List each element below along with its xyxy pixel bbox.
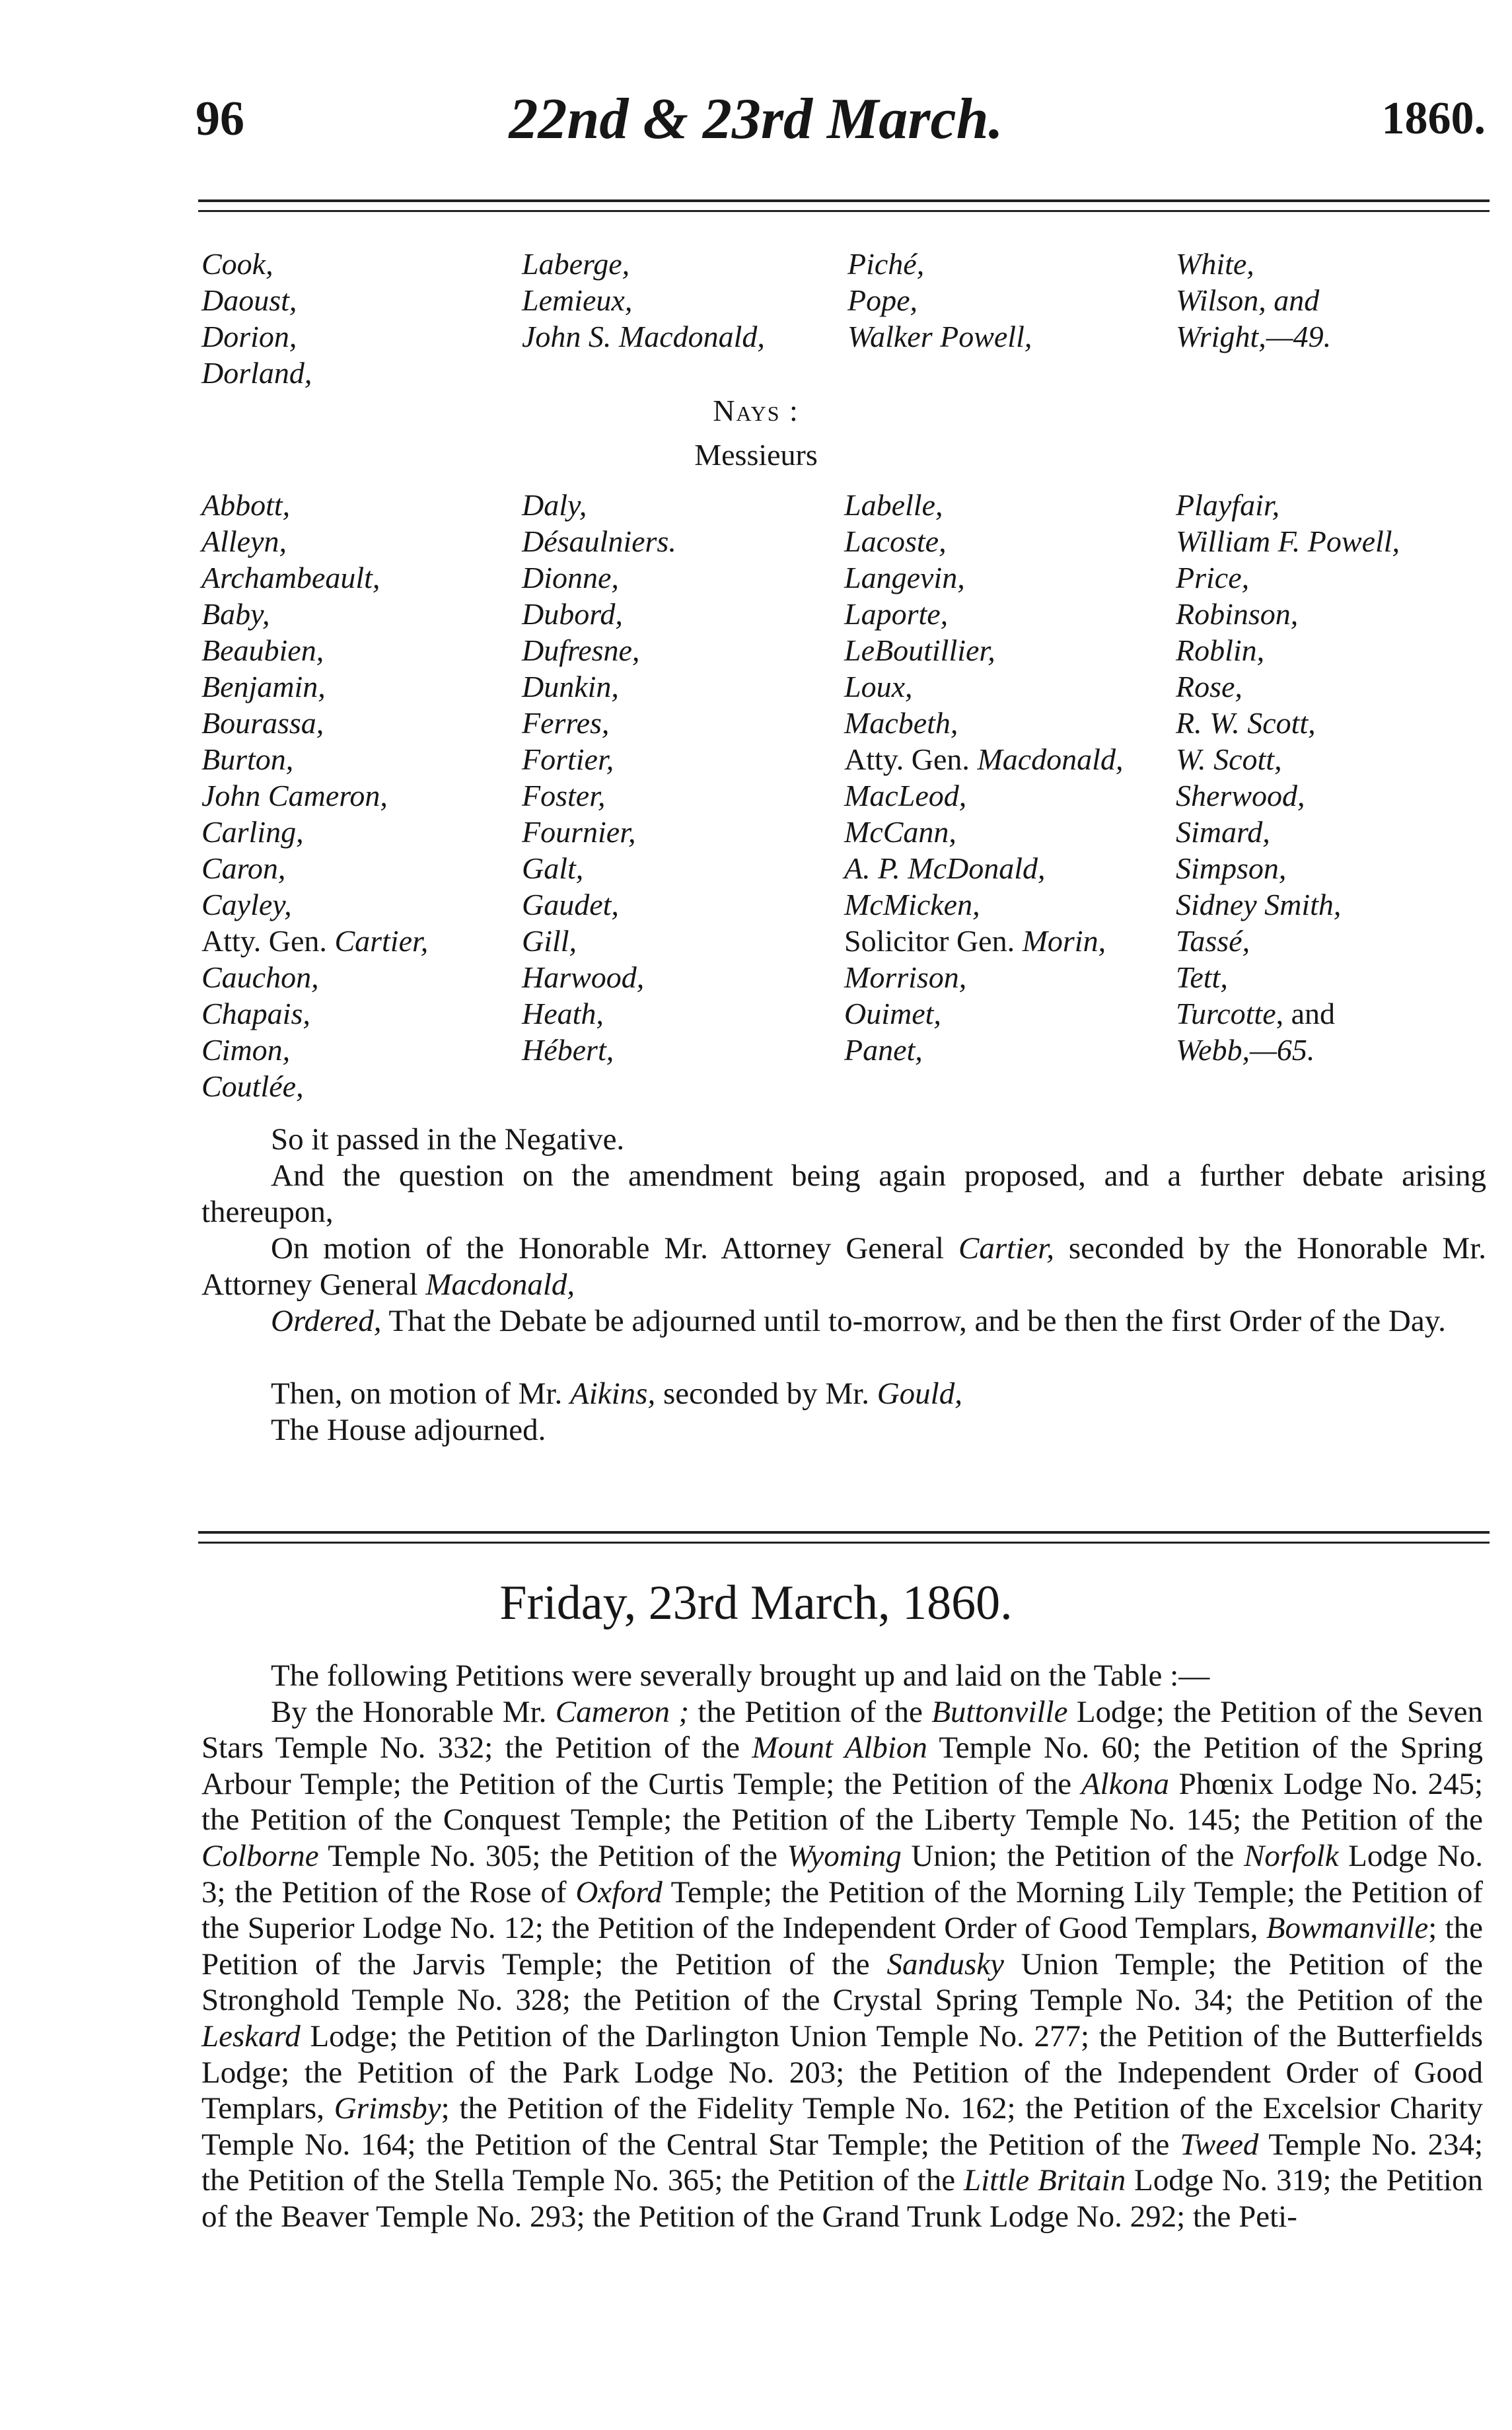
- nays-column-4: [1176, 487, 1400, 1068]
- member-name: Turcotte, and: [1176, 997, 1336, 1030]
- member-name: Daly,: [522, 488, 587, 522]
- yeas-column-2: [522, 246, 765, 355]
- member-name: John Cameron,: [201, 779, 388, 812]
- section-rule: [198, 1531, 1490, 1544]
- member-name: Carling,: [201, 815, 304, 849]
- petitions-body: By the Honorable Mr. Cameron ; the Petition of the Buttonville Lodge; the Petition of the Seven Stars Temple No. 332; the Petition of the Mount Albion Temple No. 60; the Petition of the Spring Arbour Temple; the Petition of the Curtis Temple; the Petition of the Alkona Phœnix Lodge No. 245; the Petition of the Conquest Temple; the Petition of the Liberty Temple No. 145; the Petition of the Colborne Temple No. 305; the Petition of the Wyoming Union; the Petition of the Norfolk Lodge No. 3; the Petition of the Rose of Oxford Temple; the Petition of the Morning Lily Temple; the Petition of the Superior Lodge No. 12; the Petition of the Independent Order of Good Templars, Bowmanville; the Petition of the Jarvis Temple; the Petition of the Sandusky Union Temple; the Petition of the Stronghold Temple No. 328; the Petition of the Crystal Spring Temple No. 34; the Petition of the Leskard Lodge; the Petition of the Darlington Union Temple No. 277; the Petition of the Butterfields Lodge; the Petition of the Park Lodge No. 203; the Petition of the Independent Order of Good Templars, Grimsby; the Petition of the Fidelity Temple No. 162; the Petition of the Excelsior Charity Temple No. 164; the Petition of the Central Star Temple; the Petition of the Tweed Temple No. 234; the Petition of the Stella Temple No. 365; the Petition of the Little Britain Lodge No. 319; the Petition of the Beaver Temple No. 293; the Petition of the Grand Trunk Lodge No. 292; the Peti-: [201, 1694, 1484, 2234]
- passed-negative: So it passed in the Negative.: [271, 1122, 625, 1157]
- nays-column-2: [522, 487, 676, 1068]
- member-name: Cauchon,: [201, 960, 319, 994]
- member-name: Solicitor Gen. Morin,: [844, 924, 1106, 958]
- member-name: A. P. McDonald,: [844, 851, 1046, 885]
- member-name: Tassé,: [1176, 924, 1250, 958]
- nays-column-3: [844, 487, 1123, 1068]
- motion-adjourn-debate: On motion of the Honorable Mr. Attorney General Cartier, seconded by the Honorable Mr. Attorney General Macdonald,: [201, 1231, 1487, 1302]
- member-name: Labelle,: [844, 488, 943, 522]
- member-name: Dubord,: [522, 597, 623, 631]
- member-name: Macbeth,: [844, 706, 958, 740]
- member-name: W. Scott,: [1176, 742, 1282, 776]
- member-name: Cimon,: [201, 1033, 291, 1067]
- member-name: Dionne,: [522, 561, 619, 594]
- member-name: Langevin,: [844, 561, 965, 594]
- member-name: Archambeault,: [201, 561, 380, 594]
- member-name: Désaulniers.: [522, 524, 676, 558]
- member-name: Benjamin,: [201, 670, 326, 703]
- proceedings-text: [201, 1122, 1486, 1448]
- member-name: Webb,—65.: [1176, 1033, 1315, 1067]
- house-adjourned: The House adjourned.: [271, 1413, 546, 1447]
- member-name: Beaubien,: [201, 633, 324, 667]
- member-name: Bourassa,: [201, 706, 324, 740]
- member-name: Chapais,: [201, 997, 310, 1030]
- member-name: Laporte,: [844, 597, 949, 631]
- messieurs-heading: Messieurs: [694, 438, 818, 472]
- member-name: Laberge,: [522, 247, 630, 281]
- member-name: Dunkin,: [522, 670, 619, 703]
- petitions-text: [201, 1658, 1483, 2235]
- member-name: Atty. Gen. Cartier,: [201, 924, 429, 958]
- member-name: Pope,: [847, 283, 918, 317]
- header-year: 1860.: [1381, 93, 1486, 144]
- member-name: Coutlée,: [201, 1069, 304, 1103]
- member-name: Baby,: [201, 597, 270, 631]
- member-name: Loux,: [844, 670, 913, 703]
- member-name: MacLeod,: [844, 779, 967, 812]
- member-name: R. W. Scott,: [1176, 706, 1316, 740]
- member-name: McMicken,: [844, 888, 980, 921]
- page-number: 96: [196, 92, 244, 146]
- section-title: Friday, 23rd March, 1860.: [499, 1576, 1013, 1630]
- member-name: Fournier,: [522, 815, 636, 849]
- nays-heading: Nays :: [713, 394, 799, 427]
- header-rule: [198, 199, 1490, 212]
- question-amendment: And the question on the amendment being again proposed, and a further debate arising thereupon,: [201, 1159, 1486, 1229]
- member-name: Walker Powell,: [847, 320, 1032, 353]
- member-name: Heath,: [522, 997, 604, 1030]
- member-name: Wilson, and: [1176, 283, 1320, 317]
- member-name: Burton,: [201, 742, 294, 776]
- member-name: Rose,: [1176, 670, 1242, 703]
- member-name: Piché,: [847, 247, 925, 281]
- running-header: [0, 86, 1512, 159]
- member-name: Ferres,: [522, 706, 610, 740]
- member-name: LeBoutillier,: [844, 633, 995, 667]
- petitions-intro: The following Petitions were severally brought up and laid on the Table :—: [271, 1659, 1210, 1693]
- member-name: Simard,: [1176, 815, 1270, 849]
- member-name: Lemieux,: [522, 283, 633, 317]
- motion-house-adjourn: Then, on motion of Mr. Aikins, seconded by Mr. Gould,: [271, 1376, 962, 1411]
- member-name: Atty. Gen. Macdonald,: [844, 742, 1124, 776]
- yeas-column-3: [847, 246, 1032, 355]
- member-name: Panet,: [844, 1033, 923, 1067]
- member-name: Harwood,: [522, 960, 645, 994]
- member-name: Alleyn,: [201, 524, 287, 558]
- member-name: Wright,—49.: [1176, 320, 1332, 353]
- ordered-paragraph: Ordered, That the Debate be adjourned until to-morrow, and be then the first Order of the Day.: [271, 1304, 1446, 1338]
- yeas-column-1: [201, 246, 312, 391]
- yeas-column-4: [1176, 246, 1331, 355]
- member-name: Tett,: [1176, 960, 1228, 994]
- member-name: Gaudet,: [522, 888, 619, 921]
- member-name: Robinson,: [1176, 597, 1299, 631]
- member-name: Sidney Smith,: [1176, 888, 1342, 921]
- member-name: Caron,: [201, 851, 286, 885]
- member-name: Lacoste,: [844, 524, 947, 558]
- member-name: Ouimet,: [844, 997, 941, 1030]
- member-name: John S. Macdonald,: [522, 320, 765, 353]
- member-name: Dorion,: [201, 320, 297, 353]
- member-name: Gill,: [522, 924, 577, 958]
- member-name: Daoust,: [201, 283, 297, 317]
- member-name: Dufresne,: [522, 633, 640, 667]
- member-name: Hébert,: [522, 1033, 614, 1067]
- member-name: Roblin,: [1176, 633, 1265, 667]
- member-name: Price,: [1176, 561, 1250, 594]
- member-name: Cayley,: [201, 888, 292, 921]
- member-name: Dorland,: [201, 356, 312, 390]
- member-name: Simpson,: [1176, 851, 1287, 885]
- nays-column-1: [201, 487, 428, 1104]
- member-name: White,: [1176, 247, 1254, 281]
- member-name: Morrison,: [844, 960, 967, 994]
- member-name: Foster,: [522, 779, 606, 812]
- member-name: Abbott,: [201, 488, 291, 522]
- member-name: McCann,: [844, 815, 956, 849]
- member-name: Cook,: [201, 247, 273, 281]
- member-name: William F. Powell,: [1176, 524, 1400, 558]
- member-name: Sherwood,: [1176, 779, 1305, 812]
- page-title: 22nd & 23rd March.: [509, 87, 1003, 151]
- member-name: Fortier,: [522, 742, 614, 776]
- member-name: Playfair,: [1176, 488, 1280, 522]
- member-name: Galt,: [522, 851, 584, 885]
